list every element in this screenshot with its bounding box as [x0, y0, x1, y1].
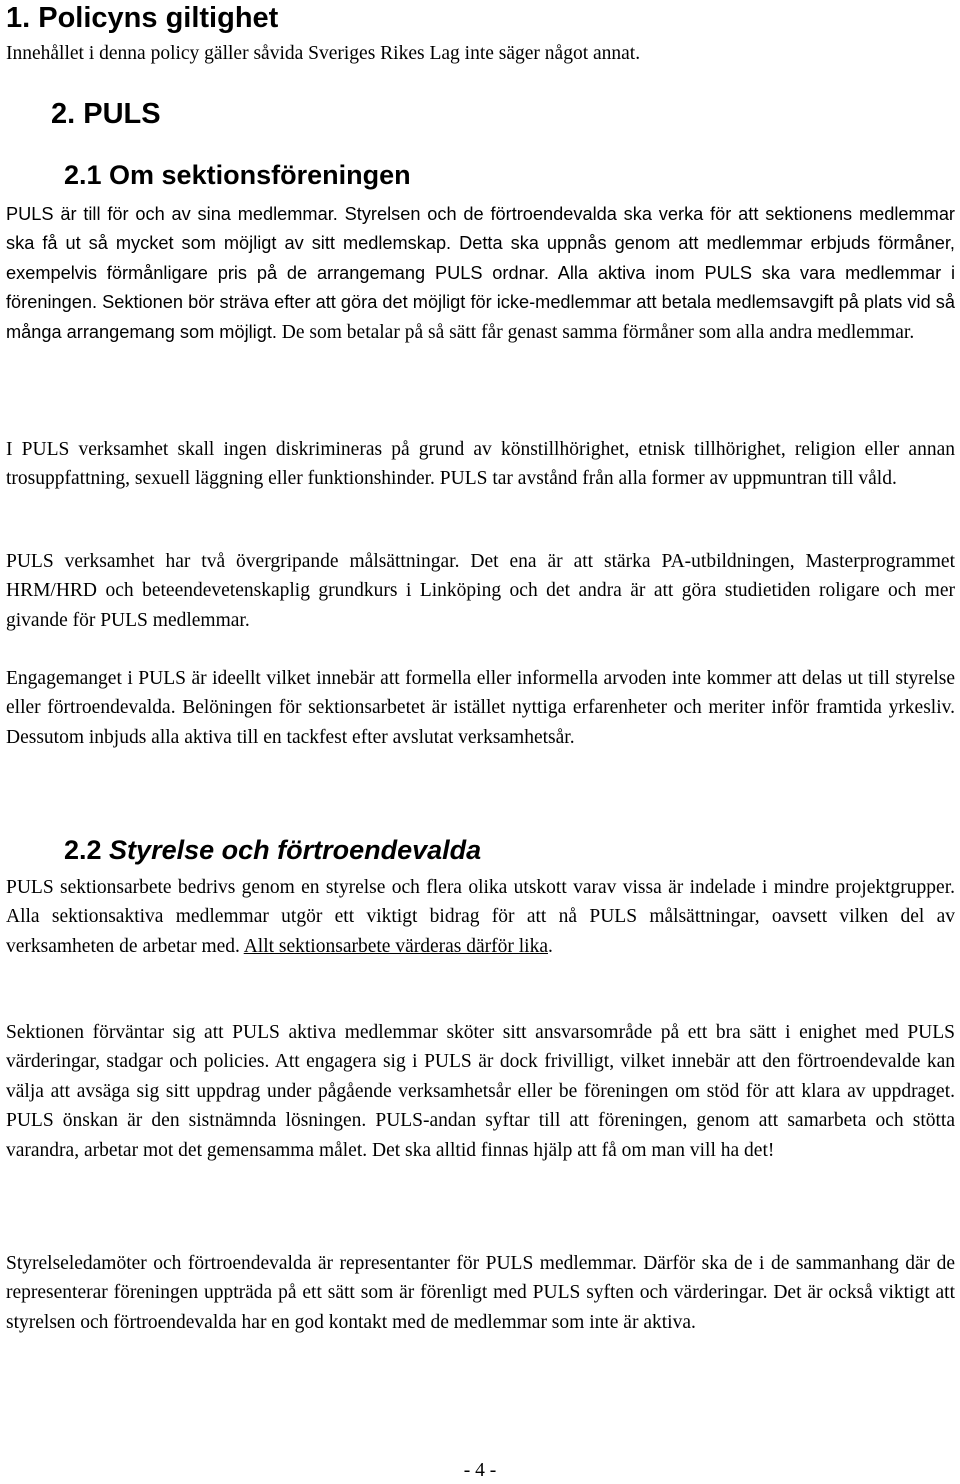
section-2-2-paragraph-2: Sektionen förväntar sig att PULS aktiva medlemmar sköter sitt ansvarsområde på ett bra sätt i enighet med PULS värderingar, stadgar och policies. Att engagera sig i PULS är dock frivilligt, vilket innebär att den förtroendevalde kan välja att avsäga sig sitt uppdrag under pågående verksamhetsår eller be föreningen om stöd för att klara av uppdraget. PULS önskan är den sistnämnda lösningen. PULS-andan syftar till att föreningen, genom att samarbeta och stötta varandra, arbetar mot det gemensamma målet. Det ska alltid finnas hjälp att få om man vill ha det!: [6, 1022, 955, 1161]
section-2-2-heading: [64, 833, 481, 867]
section-2-1-paragraph-4: Engagemanget i PULS är ideellt vilket innebär att formella eller informella arvoden inte kommer att delas ut till styrelse eller förtroendevalda. Belöningen för sektionsarbetet är istället nyttiga erfarenheter och meriter inför framtida yrkesliv. Dessutom inbjuds alla aktiva till en tackfest efter avslutat verksamhetsår.: [6, 668, 955, 748]
section-2-2-paragraph-3: Styrelseledamöter och förtroendevalda är representanter för PULS medlemmar. Därför ska de i de sammanhang där de representerar föreningen uppträda på ett sätt som är förenligt med PULS syften och värderingar. Det är också viktigt att styrelsen och förtroendevalda har en god kontakt med de medlemmar som inte är aktiva.: [6, 1253, 955, 1333]
section-2-2-number: 2.2: [64, 835, 110, 865]
underlined-emphasis: Allt sektionsarbete värderas därför lika: [243, 935, 548, 957]
section-2-2-paragraph-1-end: .: [548, 935, 553, 957]
section-2-2-title: Styrelse och förtroendevalda: [109, 835, 482, 865]
section-2-1-paragraph-3: PULS verksamhet har två övergripande målsättningar. Det ena är att stärka PA-utbildningen, Masterprogrammet HRM/HRD och beteendevetenskaplig grundkurs i Linköping och det andra är att göra studietiden roligare och mer givande för PULS medlemmar.: [6, 551, 955, 631]
section-2-1-paragraph-2: I PULS verksamhet skall ingen diskrimineras på grund av könstillhörighet, etnisk tillhörighet, religion eller annan trosuppfattning, sexuell läggning eller funktionshinder. PULS tar avstånd från alla former av uppmuntran till våld.: [6, 439, 955, 490]
section-2-2-paragraph-1-main: PULS sektionsarbete bedrivs genom en styrelse och flera olika utskott varav vissa är indelade i mindre projektgrupper. Alla sektionsaktiva medlemmar utgör ett viktigt bidrag för att nå PULS målsättningar, oavsett vilken del av verksamheten de arbetar med.: [6, 877, 955, 957]
section-1-heading: 1. Policyns giltighet: [6, 2, 279, 34]
section-2-1-heading: 2.1 Om sektionsföreningen: [64, 160, 411, 190]
section-2-1-paragraph-1-main: PULS är till för och av sina medlemmar. Styrelsen och de förtroendevalda ska verka för att sektionens medlemmar ska få ut så mycket som möjligt av sitt medlemskap. Detta ska uppnås genom att medlemmar erbjuds förmåner, exempelvis förmånligare pris på de arrangemang PULS ordnar. Alla aktiva inom PULS ska vara medlemmar i föreningen. Sektionen bör sträva efter att göra det möjligt för icke-medlemmar att betala medlemsavgift på plats vid så många arrangemang som möjligt.: [6, 204, 955, 342]
section-2-2-paragraph-1: [6, 873, 955, 961]
section-2-1-paragraph-1: [6, 200, 955, 347]
section-2-1-paragraph-1-end: De som betalar på så sätt får genast samma förmåner som alla andra medlemmar.: [276, 321, 915, 343]
section-2-heading: 2. PULS: [51, 98, 161, 130]
page-number: - 4 -: [463, 1460, 497, 1481]
section-1-text: Innehållet i denna policy gäller såvida Sveriges Rikes Lag inte säger något annat.: [6, 43, 641, 64]
